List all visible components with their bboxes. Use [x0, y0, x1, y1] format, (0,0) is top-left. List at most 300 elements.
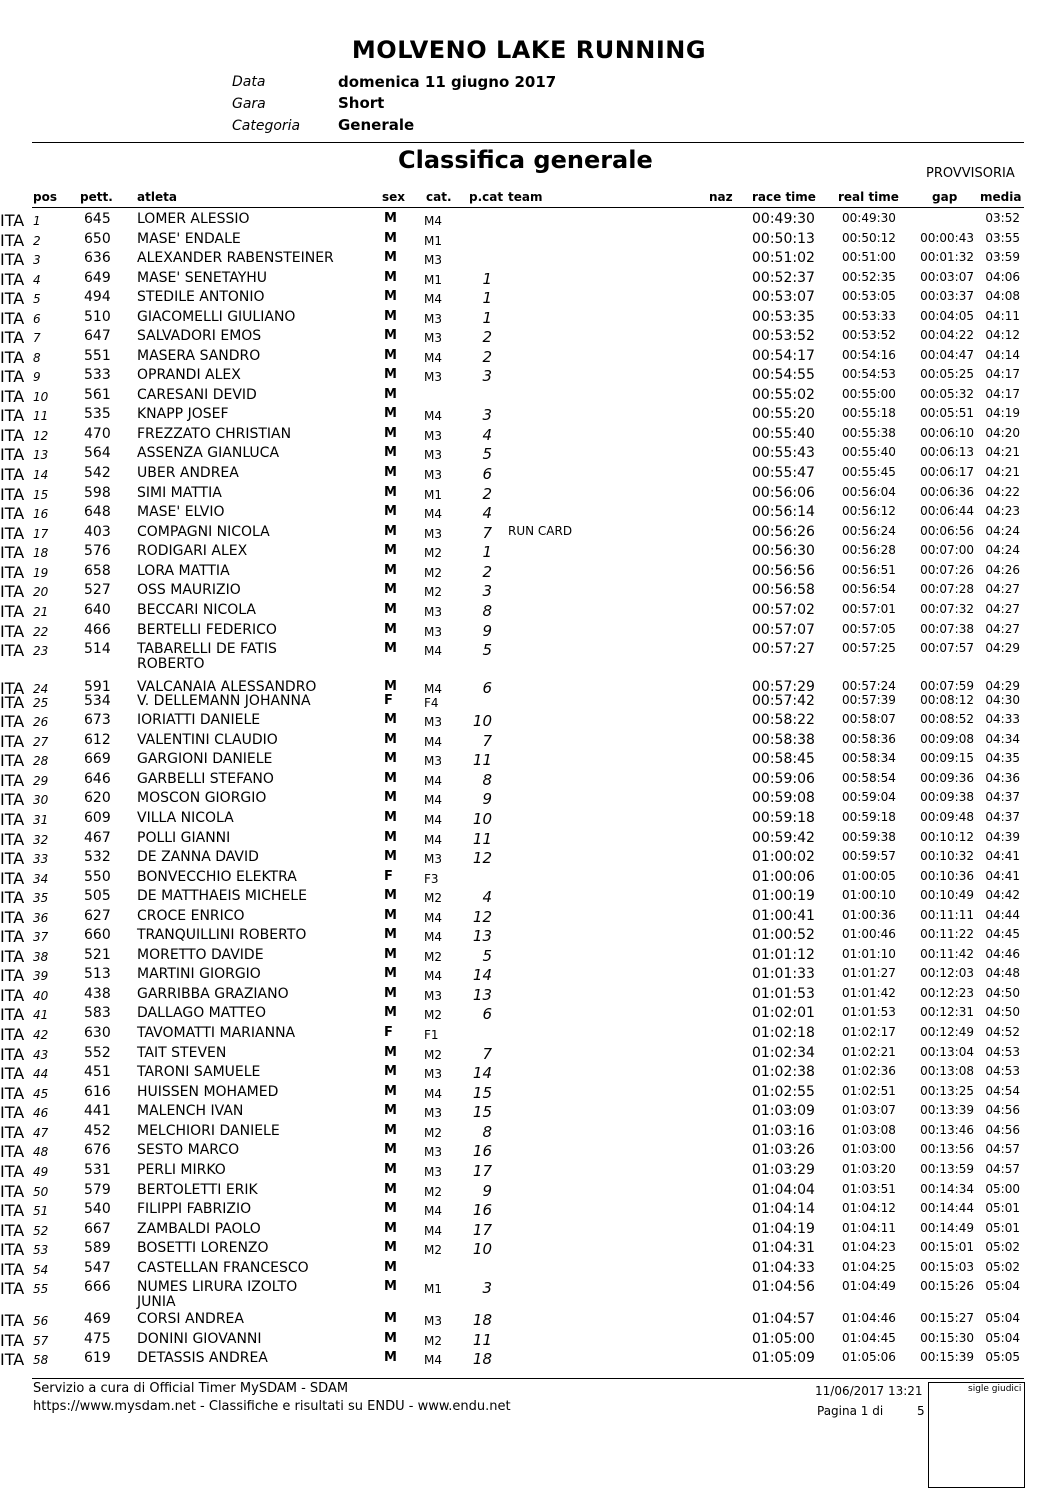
cell-athlete: CARESANI DEVID: [137, 387, 257, 403]
table-row: [0, 771, 1058, 791]
cell-athlete: ALEXANDER RABENSTEINER: [137, 250, 334, 266]
cell-nationality: ITA: [0, 810, 25, 829]
cell-category: M2: [424, 1048, 442, 1062]
cell-bib: 441: [84, 1103, 111, 1119]
cell-gap: 00:09:15: [920, 751, 974, 765]
cell-race-time: 01:02:34: [752, 1045, 815, 1061]
cell-position: 25: [33, 696, 49, 710]
cell-real-time: 01:02:17: [842, 1025, 896, 1039]
cell-race-time: 00:53:35: [752, 309, 815, 325]
cell-average: 05:04: [985, 1311, 1020, 1325]
cell-athlete: MASERA SANDRO: [137, 348, 261, 364]
cell-athlete: KNAPP JOSEF: [137, 406, 229, 422]
cell-athlete: MARTINI GIORGIO: [137, 966, 261, 982]
cell-gap: 00:13:08: [920, 1064, 974, 1078]
meta-label-date: Data: [232, 74, 266, 90]
cell-category-position: 1: [482, 543, 492, 561]
cell-position: 50: [33, 1185, 49, 1199]
meta-value-race: Short: [338, 94, 385, 112]
cell-bib: 551: [84, 348, 111, 364]
cell-athlete: PERLI MIRKO: [137, 1162, 226, 1178]
cell-average: 04:57: [985, 1162, 1020, 1176]
cell-gap: 00:11:42: [920, 947, 974, 961]
cell-gap: 00:06:36: [920, 485, 974, 499]
cell-category: M3: [424, 468, 442, 482]
cell-athlete: MOSCON GIORGIO: [137, 790, 267, 806]
cell-race-time: 01:02:38: [752, 1064, 815, 1080]
cell-athlete: MASE' SENETAYHU: [137, 270, 268, 286]
cell-race-time: 00:53:52: [752, 328, 815, 344]
cell-average: 04:53: [985, 1064, 1020, 1078]
cell-sex: F: [384, 1025, 393, 1040]
cell-nationality: ITA: [0, 250, 25, 269]
cell-race-time: 00:54:17: [752, 348, 815, 364]
cell-category: M4: [424, 1224, 442, 1238]
cell-category: M2: [424, 1334, 442, 1348]
cell-average: 04:29: [985, 679, 1020, 693]
cell-sex: M: [384, 966, 397, 981]
cell-category: M4: [424, 813, 442, 827]
cell-bib: 650: [84, 231, 111, 247]
cell-bib: 630: [84, 1025, 111, 1041]
cell-race-time: 00:54:55: [752, 367, 815, 383]
cell-sex: M: [384, 1311, 397, 1326]
cell-nationality: ITA: [0, 1084, 25, 1103]
table-row: [0, 1260, 1058, 1280]
table-row: [0, 790, 1058, 810]
cell-position: 41: [33, 1008, 49, 1022]
cell-sex: M: [384, 1240, 397, 1255]
top-divider: [32, 142, 1024, 143]
cell-race-time: 00:58:22: [752, 712, 815, 728]
cell-nationality: ITA: [0, 869, 25, 888]
cell-bib: 612: [84, 732, 111, 748]
header-athlete: atleta: [137, 190, 177, 204]
cell-sex: M: [384, 849, 397, 864]
meta-value-category: Generale: [338, 116, 415, 134]
cell-category: M3: [424, 331, 442, 345]
cell-athlete: VALCANAIA ALESSANDRO: [137, 679, 317, 695]
cell-gap: 00:07:00: [920, 543, 974, 557]
cell-bib: 669: [84, 751, 111, 767]
cell-category: M4: [424, 1353, 442, 1367]
table-row: [0, 348, 1058, 368]
cell-gap: 00:07:26: [920, 563, 974, 577]
cell-bib: 451: [84, 1064, 111, 1080]
cell-sex: M: [384, 1123, 397, 1138]
cell-category-position: 18: [472, 1350, 492, 1368]
cell-real-time: 01:05:06: [842, 1350, 896, 1364]
cell-athlete: GARGIONI DANIELE: [137, 751, 273, 767]
cell-position: 13: [33, 448, 49, 462]
cell-race-time: 01:02:01: [752, 1005, 815, 1021]
cell-athlete: DE MATTHAEIS MICHELE: [137, 888, 307, 904]
table-row: [0, 986, 1058, 1006]
cell-nationality: ITA: [0, 231, 25, 250]
cell-real-time: 00:53:05: [842, 289, 896, 303]
cell-bib: 535: [84, 406, 111, 422]
cell-athlete: DONINI GIOVANNI: [137, 1331, 262, 1347]
table-row: [0, 602, 1058, 622]
cell-gap: 00:07:38: [920, 622, 974, 636]
cell-sex: F: [384, 869, 393, 884]
cell-gap: 00:15:26: [920, 1279, 974, 1293]
table-row: [0, 641, 1058, 672]
cell-real-time: 01:01:10: [842, 947, 896, 961]
cell-category-position: 11: [472, 830, 492, 848]
cell-position: 40: [33, 989, 49, 1003]
cell-nationality: ITA: [0, 947, 25, 966]
cell-real-time: 01:02:21: [842, 1045, 896, 1059]
cell-race-time: 01:04:14: [752, 1201, 815, 1217]
cell-position: 43: [33, 1048, 49, 1062]
cell-bib: 467: [84, 830, 111, 846]
cell-sex: M: [384, 387, 397, 402]
cell-position: 22: [33, 625, 49, 639]
cell-team: RUN CARD: [508, 524, 573, 538]
cell-average: 04:56: [985, 1103, 1020, 1117]
cell-gap: 00:08:12: [920, 693, 974, 707]
table-row: [0, 485, 1058, 505]
cell-category-position: 8: [482, 1123, 492, 1141]
cell-sex: M: [384, 1350, 397, 1365]
cell-category-position: 4: [482, 888, 492, 906]
table-row: [0, 830, 1058, 850]
table-row: [0, 1142, 1058, 1162]
cell-athlete: TABARELLI DE FATIS: [137, 641, 277, 657]
cell-race-time: 00:53:07: [752, 289, 815, 305]
header-pos: pos: [33, 190, 57, 204]
cell-athlete: RODIGARI ALEX: [137, 543, 248, 559]
cell-real-time: 01:04:11: [842, 1221, 896, 1235]
cell-race-time: 01:00:06: [752, 869, 815, 885]
cell-athlete: SALVADORI EMOS: [137, 328, 262, 344]
cell-nationality: ITA: [0, 504, 25, 523]
cell-category: M4: [424, 409, 442, 423]
table-row: [0, 1240, 1058, 1260]
table-row: [0, 270, 1058, 290]
cell-category-position: 9: [482, 622, 492, 640]
cell-bib: 598: [84, 485, 111, 501]
cell-category-position: 3: [482, 406, 492, 424]
cell-sex: M: [384, 270, 397, 285]
cell-sex: M: [384, 1142, 397, 1157]
table-row: [0, 1025, 1058, 1045]
table-row: [0, 250, 1058, 270]
cell-gap: 00:14:34: [920, 1182, 974, 1196]
cell-race-time: 01:00:02: [752, 849, 815, 865]
cell-position: 4: [33, 273, 41, 287]
cell-nationality: ITA: [0, 1005, 25, 1024]
cell-bib: 673: [84, 712, 111, 728]
cell-real-time: 00:58:54: [842, 771, 896, 785]
cell-real-time: 00:59:18: [842, 810, 896, 824]
cell-sex: M: [384, 830, 397, 845]
cell-average: 04:24: [985, 543, 1020, 557]
cell-race-time: 00:50:13: [752, 231, 815, 247]
cell-sex: M: [384, 250, 397, 265]
cell-average: 04:41: [985, 869, 1020, 883]
cell-sex: M: [384, 289, 397, 304]
cell-nationality: ITA: [0, 927, 25, 946]
cell-nationality: ITA: [0, 1025, 25, 1044]
cell-gap: 00:10:49: [920, 888, 974, 902]
cell-gap: 00:09:48: [920, 810, 974, 824]
cell-real-time: 00:57:05: [842, 622, 896, 636]
cell-athlete-continued: ROBERTO: [137, 656, 205, 672]
cell-position: 52: [33, 1224, 49, 1238]
cell-bib: 616: [84, 1084, 111, 1100]
cell-position: 30: [33, 793, 49, 807]
table-row: [0, 751, 1058, 771]
cell-nationality: ITA: [0, 1350, 25, 1369]
cell-average: 05:01: [985, 1201, 1020, 1215]
cell-sex: M: [384, 406, 397, 421]
cell-position: 21: [33, 605, 49, 619]
cell-bib: 676: [84, 1142, 111, 1158]
cell-sex: M: [384, 641, 397, 656]
cell-athlete: HUISSEN MOHAMED: [137, 1084, 279, 1100]
cell-category: M3: [424, 253, 442, 267]
cell-bib: 649: [84, 270, 111, 286]
cell-bib: 658: [84, 563, 111, 579]
cell-race-time: 00:57:27: [752, 641, 815, 657]
cell-race-time: 00:57:07: [752, 622, 815, 638]
cell-gap: 00:03:37: [920, 289, 974, 303]
cell-nationality: ITA: [0, 1123, 25, 1142]
cell-position: 29: [33, 774, 49, 788]
cell-nationality: ITA: [0, 1064, 25, 1083]
cell-nationality: ITA: [0, 563, 25, 582]
cell-athlete: DE ZANNA DAVID: [137, 849, 259, 865]
cell-category: M2: [424, 546, 442, 560]
cell-nationality: ITA: [0, 328, 25, 347]
table-row: [0, 387, 1058, 407]
cell-real-time: 01:00:05: [842, 869, 896, 883]
cell-sex: M: [384, 563, 397, 578]
cell-nationality: ITA: [0, 1182, 25, 1201]
cell-average: 04:54: [985, 1084, 1020, 1098]
cell-bib: 494: [84, 289, 111, 305]
table-row: [0, 1103, 1058, 1123]
cell-average: 05:01: [985, 1221, 1020, 1235]
cell-gap: 00:10:12: [920, 830, 974, 844]
cell-race-time: 00:57:29: [752, 679, 815, 695]
cell-real-time: 00:56:54: [842, 582, 896, 596]
cell-category-position: 11: [472, 751, 492, 769]
cell-nationality: ITA: [0, 1240, 25, 1259]
cell-nationality: ITA: [0, 602, 25, 621]
cell-race-time: 00:57:42: [752, 693, 815, 709]
cell-athlete: OPRANDI ALEX: [137, 367, 241, 383]
cell-real-time: 00:57:39: [842, 693, 896, 707]
cell-average: 05:04: [985, 1331, 1020, 1345]
table-row: [0, 1311, 1058, 1331]
cell-athlete: MORETTO DAVIDE: [137, 947, 264, 963]
table-row: [0, 426, 1058, 446]
cell-category: M3: [424, 715, 442, 729]
cell-position: 34: [33, 872, 49, 886]
cell-athlete: GIACOMELLI GIULIANO: [137, 309, 296, 325]
header-team: team: [508, 190, 543, 204]
cell-category-position: 5: [482, 641, 492, 659]
cell-bib: 547: [84, 1260, 111, 1276]
header-category: cat.: [426, 190, 452, 204]
cell-real-time: 01:04:12: [842, 1201, 896, 1215]
table-row: [0, 693, 1058, 713]
cell-bib: 513: [84, 966, 111, 982]
cell-sex: M: [384, 790, 397, 805]
cell-athlete: SIMI MATTIA: [137, 485, 222, 501]
cell-sex: M: [384, 1221, 397, 1236]
cell-bib: 475: [84, 1331, 111, 1347]
header-real-time: real time: [838, 190, 899, 204]
cell-category: M4: [424, 793, 442, 807]
header-nationality: naz: [709, 190, 733, 204]
cell-athlete: TRANQUILLINI ROBERTO: [137, 927, 307, 943]
cell-category-position: 1: [482, 289, 492, 307]
cell-gap: 00:07:57: [920, 641, 974, 655]
cell-position: 26: [33, 715, 49, 729]
cell-sex: M: [384, 622, 397, 637]
cell-category-position: 6: [482, 465, 492, 483]
cell-sex: M: [384, 1084, 397, 1099]
cell-average: 04:27: [985, 582, 1020, 596]
cell-gap: 00:00:43: [920, 231, 974, 245]
table-row: [0, 908, 1058, 928]
cell-category-position: 2: [482, 348, 492, 366]
table-row: [0, 1162, 1058, 1182]
cell-race-time: 00:55:02: [752, 387, 815, 403]
cell-real-time: 00:54:16: [842, 348, 896, 362]
cell-category: M3: [424, 1165, 442, 1179]
cell-category: M3: [424, 1145, 442, 1159]
cell-bib: 645: [84, 211, 111, 227]
cell-nationality: ITA: [0, 1162, 25, 1181]
cell-real-time: 00:57:24: [842, 679, 896, 693]
table-row: [0, 1350, 1058, 1370]
cell-category: M4: [424, 214, 442, 228]
cell-category: M4: [424, 833, 442, 847]
table-row: [0, 810, 1058, 830]
cell-real-time: 01:04:23: [842, 1240, 896, 1254]
cell-position: 49: [33, 1165, 49, 1179]
cell-nationality: ITA: [0, 1103, 25, 1122]
cell-position: 18: [33, 546, 49, 560]
cell-athlete: BECCARI NICOLA: [137, 602, 256, 618]
cell-average: 04:48: [985, 966, 1020, 980]
cell-average: 04:53: [985, 1045, 1020, 1059]
cell-nationality: ITA: [0, 367, 25, 386]
page-total: 5: [917, 1404, 925, 1418]
header-divider: [32, 207, 1024, 208]
cell-position: 3: [33, 253, 41, 267]
cell-athlete: TAIT STEVEN: [137, 1045, 227, 1061]
cell-sex: M: [384, 679, 397, 694]
cell-gap: 00:04:05: [920, 309, 974, 323]
cell-average: 04:21: [985, 465, 1020, 479]
cell-real-time: 01:04:25: [842, 1260, 896, 1274]
cell-position: 7: [33, 331, 41, 345]
table-row: [0, 524, 1058, 544]
cell-category-position: 4: [482, 426, 492, 444]
cell-athlete: MALENCH IVAN: [137, 1103, 244, 1119]
cell-athlete: MASE' ENDALE: [137, 231, 241, 247]
cell-race-time: 00:56:26: [752, 524, 815, 540]
cell-bib: 550: [84, 869, 111, 885]
cell-race-time: 00:59:08: [752, 790, 815, 806]
cell-race-time: 01:01:12: [752, 947, 815, 963]
cell-sex: M: [384, 524, 397, 539]
cell-category-position: 17: [472, 1162, 492, 1180]
cell-race-time: 00:52:37: [752, 270, 815, 286]
cell-athlete: LOMER ALESSIO: [137, 211, 250, 227]
cell-real-time: 01:03:00: [842, 1142, 896, 1156]
cell-race-time: 00:51:02: [752, 250, 815, 266]
cell-sex: M: [384, 543, 397, 558]
cell-athlete: BERTOLETTI ERIK: [137, 1182, 258, 1198]
cell-sex: M: [384, 1331, 397, 1346]
cell-position: 8: [33, 351, 41, 365]
cell-real-time: 00:55:00: [842, 387, 896, 401]
header-bib: pett.: [80, 190, 113, 204]
cell-bib: 667: [84, 1221, 111, 1237]
cell-athlete: LORA MATTIA: [137, 563, 230, 579]
cell-category: M2: [424, 566, 442, 580]
cell-real-time: 01:04:45: [842, 1331, 896, 1345]
cell-bib: 627: [84, 908, 111, 924]
cell-average: 05:05: [985, 1350, 1020, 1364]
cell-gap: 00:13:25: [920, 1084, 974, 1098]
cell-average: 04:45: [985, 927, 1020, 941]
cell-gap: 00:15:30: [920, 1331, 974, 1345]
cell-position: 48: [33, 1145, 49, 1159]
cell-sex: M: [384, 1279, 397, 1294]
cell-average: 04:37: [985, 790, 1020, 804]
cell-category-position: 16: [472, 1142, 492, 1160]
cell-category-position: 13: [472, 986, 492, 1004]
cell-average: 04:27: [985, 602, 1020, 616]
cell-race-time: 01:04:56: [752, 1279, 815, 1295]
table-row: [0, 927, 1058, 947]
cell-bib: 648: [84, 504, 111, 520]
cell-sex: M: [384, 732, 397, 747]
cell-nationality: ITA: [0, 790, 25, 809]
cell-bib: 521: [84, 947, 111, 963]
cell-gap: 00:06:13: [920, 445, 974, 459]
table-row: [0, 582, 1058, 602]
cell-position: 12: [33, 429, 49, 443]
cell-average: 04:50: [985, 1005, 1020, 1019]
cell-nationality: ITA: [0, 270, 25, 289]
cell-category: M4: [424, 735, 442, 749]
cell-position: 42: [33, 1028, 49, 1042]
cell-sex: M: [384, 211, 397, 226]
cell-real-time: 01:01:53: [842, 1005, 896, 1019]
meta-value-date: domenica 11 giugno 2017: [338, 73, 557, 91]
cell-real-time: 01:01:27: [842, 966, 896, 980]
cell-sex: M: [384, 328, 397, 343]
judges-label: sigle giudici: [968, 1384, 1022, 1394]
cell-category: M2: [424, 1243, 442, 1257]
cell-gap: 00:05:32: [920, 387, 974, 401]
cell-nationality: ITA: [0, 693, 25, 712]
cell-position: 31: [33, 813, 49, 827]
cell-position: 58: [33, 1353, 49, 1367]
cell-position: 44: [33, 1067, 49, 1081]
cell-average: 04:36: [985, 771, 1020, 785]
cell-sex: M: [384, 445, 397, 460]
